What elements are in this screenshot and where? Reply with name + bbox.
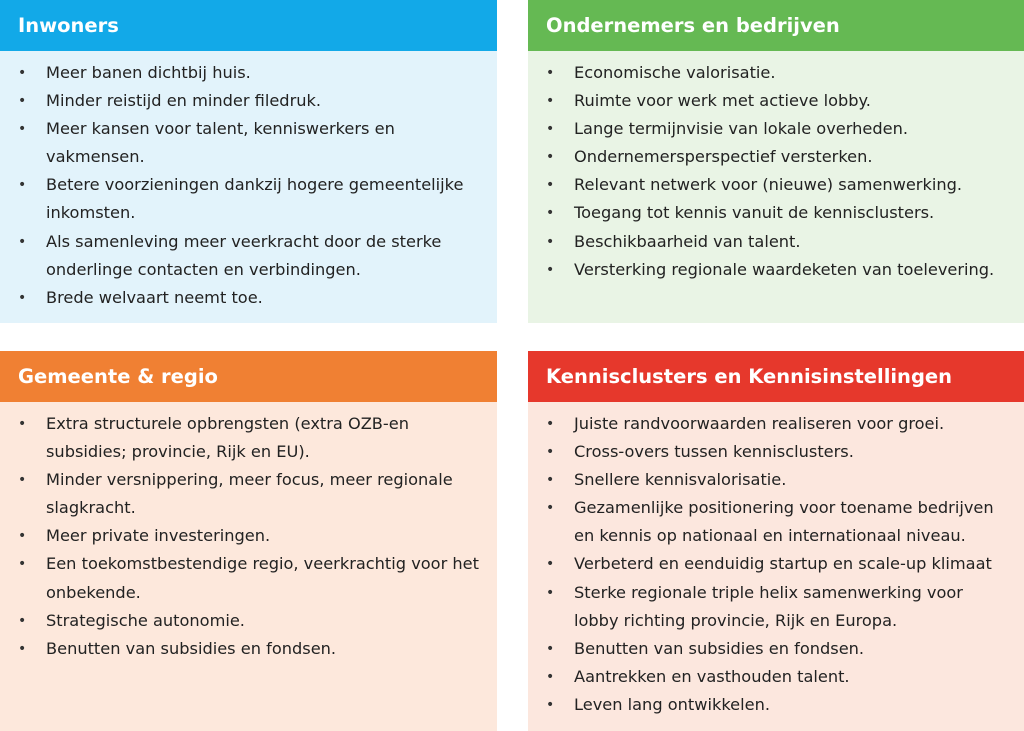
bullet-icon: • xyxy=(546,177,555,194)
list-item-text: Extra structurele opbrengsten (extra OZB-en subsidies; provincie, Rijk en EU). xyxy=(46,414,409,462)
bullet-icon: • xyxy=(18,121,27,138)
list-item xyxy=(18,635,485,663)
list-item xyxy=(18,115,485,171)
bullet-icon: • xyxy=(18,93,27,110)
list-item-text: Benutten van subsidies en fondsen. xyxy=(574,638,865,658)
bullet-icon: • xyxy=(546,205,555,222)
bullet-icon: • xyxy=(546,472,555,489)
list-item xyxy=(546,550,1012,578)
list-item xyxy=(18,284,485,312)
list-item-text: Betere voorzieningen dankzij hogere gemeentelijke inkomsten. xyxy=(46,175,464,223)
panel-header-kennis: Kennisclusters en Kennisinstellingen xyxy=(528,351,1024,402)
list-item-text: Benutten van subsidies en fondsen. xyxy=(46,638,337,658)
list-item-text: Lange termijnvisie van lokale overheden. xyxy=(574,119,908,139)
list-item xyxy=(546,579,1012,635)
bullet-icon: • xyxy=(18,177,27,194)
bullet-icon: • xyxy=(546,556,555,573)
panel-kennis xyxy=(528,351,1024,731)
list-item-text: Versterking regionale waardeketen van toelevering. xyxy=(574,259,995,279)
list-item-text: Als samenleving meer veerkracht door de sterke onderlinge contacten en verbindingen. xyxy=(46,231,442,279)
list-item-text: Juiste randvoorwaarden realiseren voor groei. xyxy=(574,414,945,433)
bullet-list xyxy=(546,410,1012,719)
panel-header-ondernemers: Ondernemers en bedrijven xyxy=(528,0,1024,51)
list-item xyxy=(546,59,1012,87)
bullet-icon: • xyxy=(18,612,27,629)
list-item xyxy=(18,607,485,635)
panel-header-gemeente: Gemeente & regio xyxy=(0,351,497,402)
bullet-icon: • xyxy=(546,444,555,461)
list-item-text: Beschikbaarheid van talent. xyxy=(574,231,801,251)
bullet-icon: • xyxy=(18,528,27,545)
list-item-text: Meer private investeringen. xyxy=(46,526,271,546)
bullet-icon: • xyxy=(18,289,27,306)
list-item xyxy=(18,410,485,466)
list-item-text: Sterke regionale triple helix samenwerking voor lobby richting provincie, Rijk en Europa. xyxy=(574,582,963,630)
bullet-icon: • xyxy=(18,65,27,81)
list-item xyxy=(546,494,1012,550)
list-item-text: Cross-overs tussen kennisclusters. xyxy=(574,442,854,462)
list-item xyxy=(18,522,485,550)
panel-body-inwoners xyxy=(0,51,497,323)
list-item xyxy=(546,115,1012,143)
bullet-icon: • xyxy=(18,416,27,432)
panel-ondernemers xyxy=(528,0,1024,323)
panel-gemeente xyxy=(0,351,497,731)
list-item xyxy=(18,466,485,522)
panel-body-gemeente xyxy=(0,402,497,731)
list-item-text: Economische valorisatie. xyxy=(574,63,776,82)
list-item xyxy=(546,691,1012,719)
list-item xyxy=(546,410,1012,438)
list-item-text: Relevant netwerk voor (nieuwe) samenwerking. xyxy=(574,175,963,195)
bullet-icon: • xyxy=(546,93,555,110)
list-item-text: Gezamenlijke positionering voor toename bedrijven en kennis op nationaal en internationaal niveau. xyxy=(574,498,994,546)
bullet-icon: • xyxy=(546,149,555,166)
list-item xyxy=(18,550,485,606)
list-item xyxy=(546,256,1012,284)
list-item-text: Meer banen dichtbij huis. xyxy=(46,63,251,82)
list-item-text: Ruimte voor werk met actieve lobby. xyxy=(574,91,871,111)
bullet-icon: • xyxy=(18,640,27,657)
list-item-text: Toegang tot kennis vanuit de kennisclusters. xyxy=(574,203,935,223)
list-item xyxy=(546,663,1012,691)
bullet-icon: • xyxy=(546,696,555,713)
list-item xyxy=(546,143,1012,171)
bullet-icon: • xyxy=(18,472,27,489)
bullet-icon: • xyxy=(546,584,555,601)
list-item-text: Minder versnippering, meer focus, meer regionale slagkracht. xyxy=(46,470,453,518)
list-item xyxy=(546,438,1012,466)
bullet-list xyxy=(18,59,485,312)
list-item-text: Strategische autonomie. xyxy=(46,610,245,630)
list-item xyxy=(18,171,485,227)
bullet-icon: • xyxy=(546,416,555,432)
list-item xyxy=(18,228,485,284)
list-item xyxy=(546,87,1012,115)
list-item xyxy=(546,466,1012,494)
bullet-icon: • xyxy=(546,233,555,250)
list-item-text: Brede welvaart neemt toe. xyxy=(46,287,263,307)
bullet-icon: • xyxy=(18,233,27,250)
list-item xyxy=(546,228,1012,256)
list-item-text: Meer kansen voor talent, kenniswerkers en vakmensen. xyxy=(46,119,395,167)
list-item xyxy=(546,171,1012,199)
list-item-text: Leven lang ontwikkelen. xyxy=(574,694,770,714)
bullet-icon: • xyxy=(546,640,555,657)
bullet-list xyxy=(18,410,485,663)
bullet-icon: • xyxy=(546,65,555,81)
list-item xyxy=(18,59,485,87)
bullet-icon: • xyxy=(546,500,555,517)
list-item-text: Aantrekken en vasthouden talent. xyxy=(574,666,850,686)
list-item-text: Een toekomstbestendige regio, veerkrachtig voor het onbekende. xyxy=(46,554,479,602)
list-item xyxy=(546,635,1012,663)
list-item xyxy=(18,87,485,115)
bullet-icon: • xyxy=(546,261,555,278)
list-item-text: Minder reistijd en minder filedruk. xyxy=(46,91,321,111)
list-item xyxy=(546,199,1012,227)
bullet-icon: • xyxy=(546,121,555,138)
panel-body-kennis xyxy=(528,402,1024,731)
bullet-icon: • xyxy=(546,668,555,685)
list-item-text: Verbeterd en eenduidig startup en scale-up klimaat xyxy=(574,554,992,574)
list-item-text: Snellere kennisvalorisatie. xyxy=(574,470,787,490)
panel-header-inwoners: Inwoners xyxy=(0,0,497,51)
panel-inwoners xyxy=(0,0,497,323)
panel-body-ondernemers xyxy=(528,51,1024,323)
list-item-text: Ondernemersperspectief versterken. xyxy=(574,147,873,167)
bullet-list xyxy=(546,59,1012,284)
bullet-icon: • xyxy=(18,556,27,573)
